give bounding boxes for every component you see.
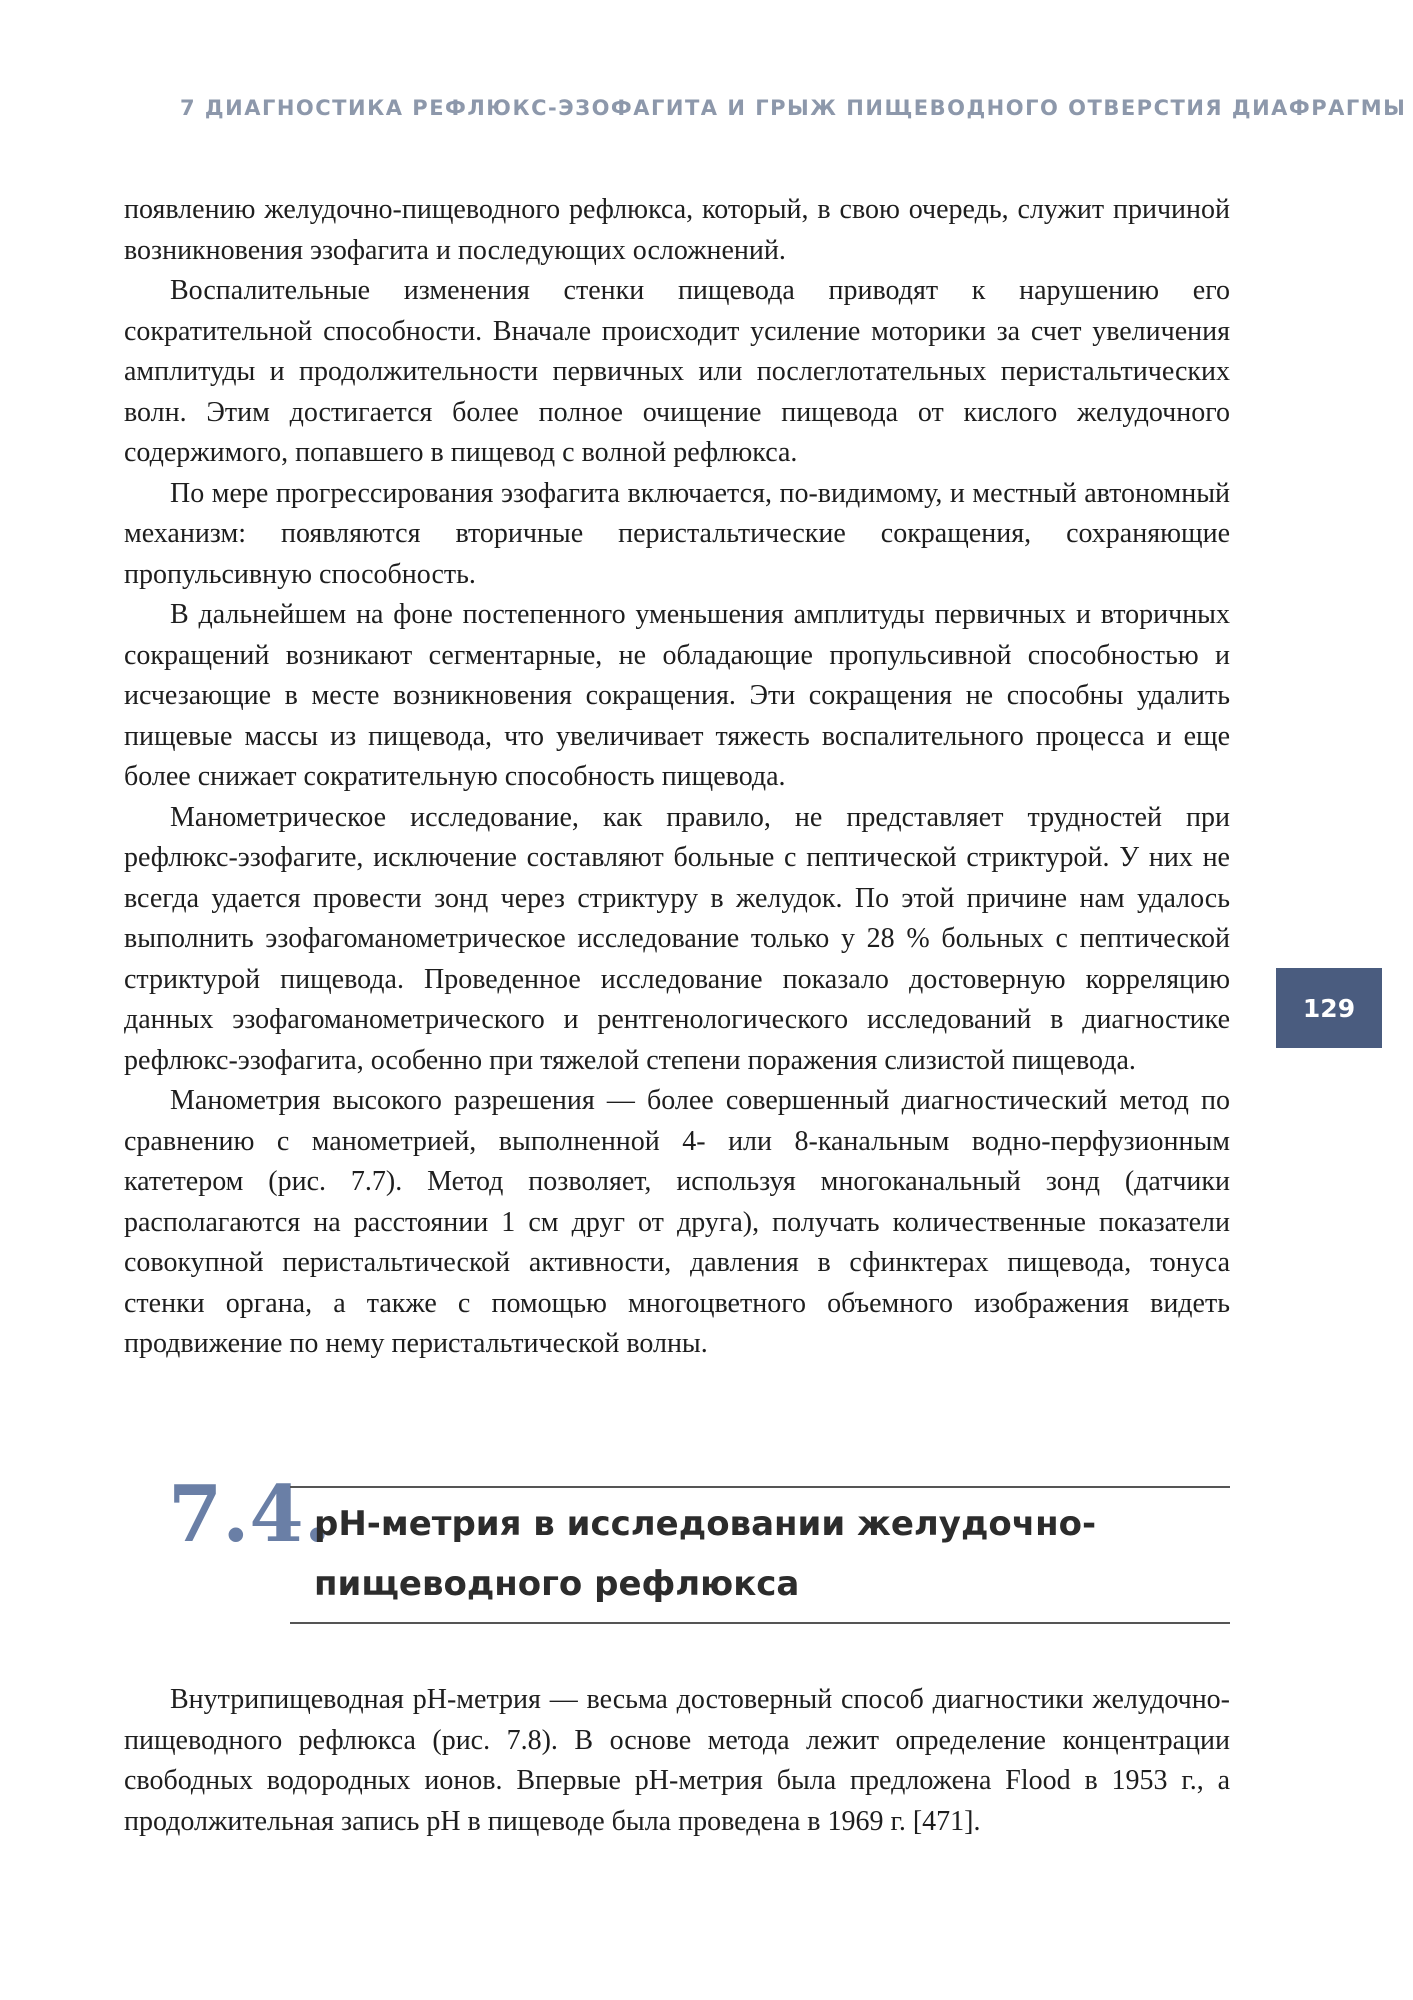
paragraph: Внутрипищеводная рН-метрия — весьма достоверный способ диагностики желудочно-пищеводного рефлюкса (рис. 7.8). В основе метода лежит определение концентрации свободных водородных ионов. Впервые рН-метрия была предложена Flood в 1953 г., а продолжительная запись рН в пищеводе была проведена в 1969 г. [471]. <box>124 1684 1230 1837</box>
section-rule-bottom <box>290 1622 1230 1624</box>
paragraph: По мере прогрессирования эзофагита включается, по-видимому, и местный автономный механизм: появляются вторичные перистальтические сокращения, сохраняющие пропульсивную способность. <box>124 477 1230 590</box>
paragraph: В дальнейшем на фоне постепенного уменьшения амплитуды первичных и вторичных сокращений возникают сегментарные, не обладающие пропульсивной способностью и исчезающие в месте возникновения сокращения. Эти сокращения не способны удалить пищевые массы из пищевода, что увеличивает тяжесть воспалительного процесса и еще более снижает сократительную способность пищевода. <box>124 599 1230 792</box>
paragraph: Манометрия высокого разрешения — более совершенный диагностический метод по сравнению с манометрией, выполненной 4- или 8-канальным водно-перфузионным катетером (рис. 7.7). Метод позволяет, используя многоканальный зонд (датчики располагаются на расстоянии 1 см друг от друга), получать количественные показатели совокупной перистальтической активности, давления в сфинктерах пищевода, тонуса стенки органа, а также с помощью многоцветного объемного изображения видеть продвижение по нему перистальтической волны. <box>124 1085 1230 1359</box>
section-body <box>124 1680 1230 1842</box>
section-number: 7.4. <box>168 1469 331 1560</box>
running-header: 7 ДИАГНОСТИКА РЕФЛЮКС-ЭЗОФАГИТА И ГРЫЖ ПИЩЕВОДНОГО ОТВЕРСТИЯ ДИАФРАГМЫ <box>180 96 1407 120</box>
page-number: 129 <box>1302 993 1356 1023</box>
paragraph: появлению желудочно-пищеводного рефлюкса, который, в свою очередь, служит причиной возникновения эзофагита и последующих осложнений. <box>124 194 1230 266</box>
section-title: рН-метрия в исследовании желудочно-пищеводного рефлюкса <box>314 1504 1097 1604</box>
paragraph: Воспалительные изменения стенки пищевода приводят к нарушению его сократительной способности. Вначале происходит усиление моторики за счет увеличения амплитуды и продолжительности первичных или послеглотательных перистальтических волн. Этим достигается более полное очищение пищевода от кислого желудочного содержимого, попавшего в пищевод с волной рефлюкса. <box>124 275 1230 468</box>
section-rule-top <box>290 1486 1230 1488</box>
page-number-tab <box>1276 968 1382 1048</box>
paragraph: Манометрическое исследование, как правило, не представляет трудностей при рефлюкс-эзофагите, исключение составляют больные с пептической стриктурой. У них не всегда удается провести зонд через стриктуру в желудок. По этой причине нам удалось выполнить эзофагоманометрическое исследование только у 28 % больных с пептической стриктурой пищевода. Проведенное исследование показало достоверную корреляцию данных эзофагоманометрического и рентгенологического исследований в диагностике рефлюкс-эзофагита, особенно при тяжелой степени поражения слизистой пищевода. <box>124 801 1230 1076</box>
body-text <box>124 190 1230 1365</box>
